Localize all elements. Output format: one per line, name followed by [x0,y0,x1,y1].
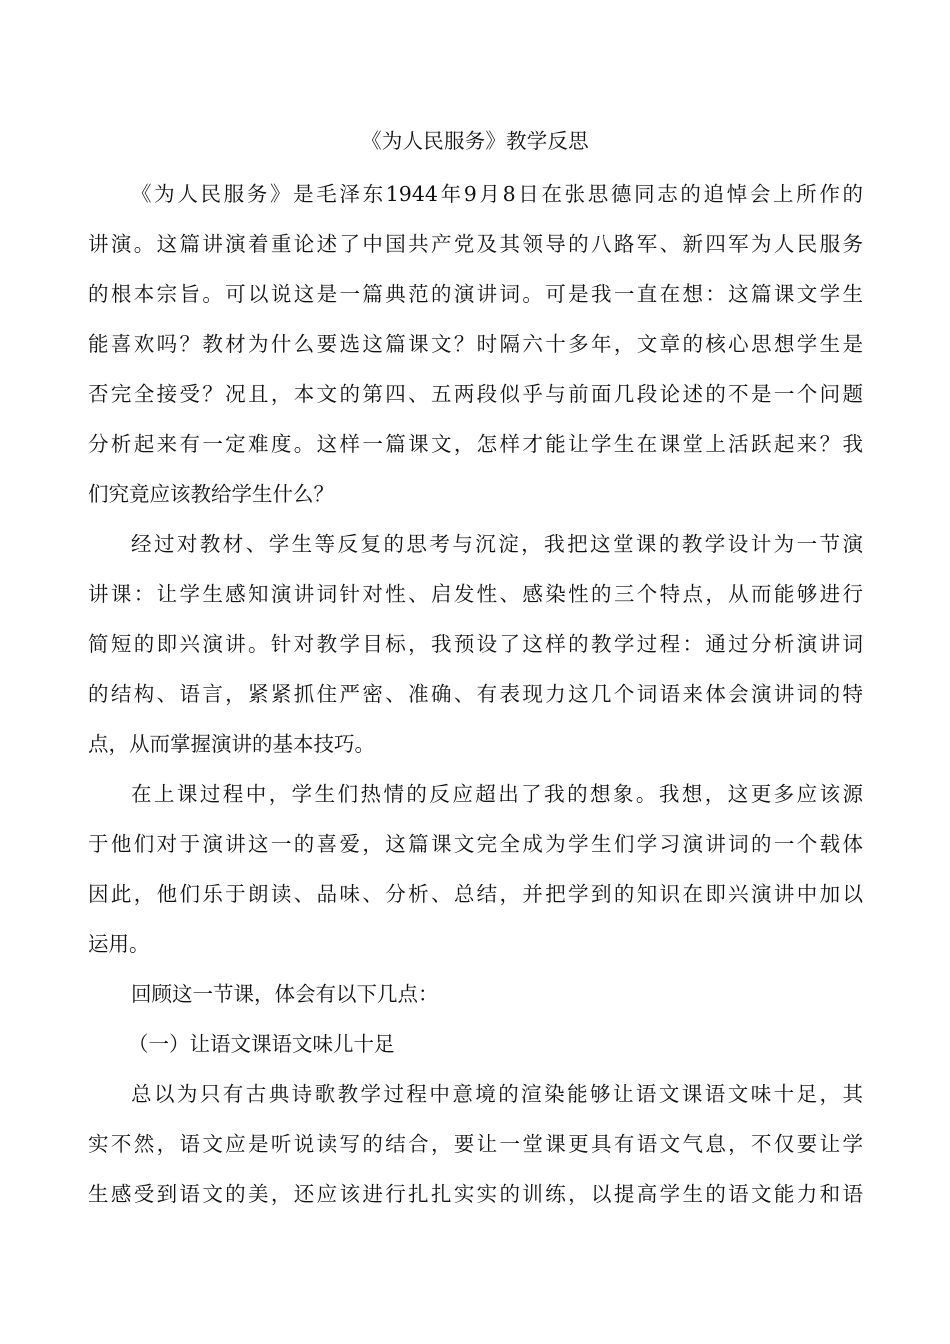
text-line: 因此，他们乐于朗读、品味、分析、总结，并把学到的知识在即兴演讲中加以 [88,882,863,906]
text-line: 否完全接受？况且，本文的第四、五两段似乎与前面几段论述的不是一个问题 [88,382,863,406]
text-line: 简短的即兴演讲。针对教学目标，我预设了这样的教学过程：通过分析演讲词 [88,632,863,656]
text-line: 于他们对于演讲这一的喜爱，这篇课文完全成为学生们学习演讲词的一个载体 [88,832,863,856]
text-line: 回顾这一节课，体会有以下几点： [131,982,439,1006]
text-line: 的结构、语言，紧紧抓住严密、准确、有表现力这几个词语来体会演讲词的特 [88,682,863,706]
section-heading: （一）让语文课语文味儿十足 [128,1032,395,1056]
text-line: 运用。 [88,932,150,956]
text-line: 能喜欢吗？教材为什么要选这篇课文？时隔六十多年，文章的核心思想学生是 [88,332,863,356]
text-line: 总以为只有古典诗歌教学过程中意境的渲染能够让语文课语文味十足，其 [131,1082,863,1106]
text-line: 点，从而掌握演讲的基本技巧。 [88,732,375,756]
text-line: 们究竟应该教给学生什么？ [88,482,334,506]
text-line: 的根本宗旨。可以说这是一篇典范的演讲词。可是我一直在想：这篇课文学生 [88,282,863,306]
text-line: 分析起来有一定难度。这样一篇课文，怎样才能让学生在课堂上活跃起来？我 [88,432,863,456]
text-line: 讲课：让学生感知演讲词针对性、启发性、感染性的三个特点，从而能够进行 [88,582,863,606]
text-line: 经过对教材、学生等反复的思考与沉淀，我把这堂课的教学设计为一节演 [131,532,863,556]
text-line: 讲演。这篇讲演着重论述了中国共产党及其领导的八路军、新四军为人民服务 [88,232,863,256]
text-line: 《为人民服务》是毛泽东1944年9月8日在张思德同志的追悼会上所作的 [131,182,863,206]
document-title: 《为人民服务》教学反思 [361,129,589,153]
text-line: 实不然，语文应是听说读写的结合，要让一堂课更具有语文气息，不仅要让学 [88,1132,863,1156]
text-line: 生感受到语文的美，还应该进行扎扎实实的训练，以提高学生的语文能力和语 [88,1182,863,1206]
text-line: 在上课过程中，学生们热情的反应超出了我的想象。我想，这更多应该源 [131,782,863,806]
